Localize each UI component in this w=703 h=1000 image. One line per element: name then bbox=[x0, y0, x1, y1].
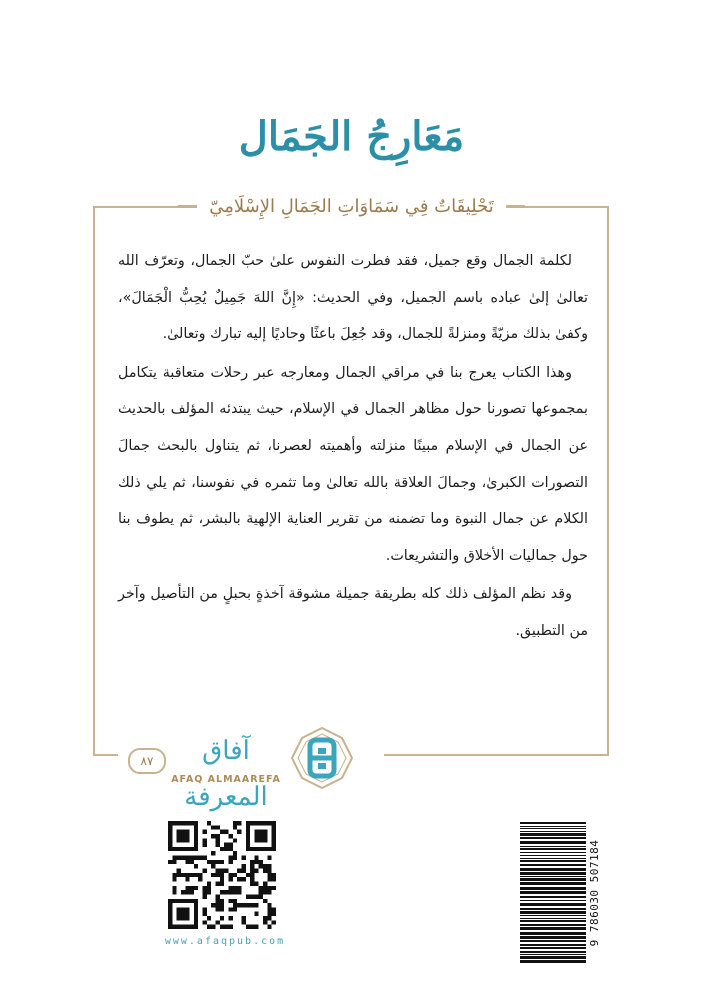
publisher-name-arabic: آفاق المعرفة bbox=[184, 736, 268, 812]
book-subtitle: تَحْلِيقَاتٌ فِي سَمَاوَاتِ الجَمَالِ الإِسْلَامِيّ bbox=[197, 192, 505, 222]
blurb-paragraph-3: وقد نظم المؤلف ذلك كله بطريقة جميلة مشوقة آخذةٍ بحبلٍ من التأصيل وآخر من التطبيق. bbox=[118, 586, 588, 639]
subtitle-band bbox=[0, 192, 703, 222]
blurb-paragraph-2: وهذا الكتاب يعرج بنا في مراقي الجمال ومعارجه عبر رحلات متعاقبة يتكامل بمجموعها تصورنا حول مظاهر الجمال في الإسلام، حيث يبتدئه المؤلف بالحديث عن الجمال في الإسلام مبينًا منزلته وأهميته لعصرنا، ثم يتناول بالبحث جمالَ التصورات الكبرىٰ، وجمالَ العلاقة بالله تعالىٰ وما تثمره في نفوسنا، ثم يلي ذلك الكلام عن جمال النبوة وما تضمنه من تقرير العناية الإلهية بالبشر، ثم يطوف بنا حول جماليات الأخلاق والتشريعات. bbox=[118, 364, 588, 564]
blurb-paragraph-1: لكلمة الجمال وقع جميل، فقد فطرت النفوس علىٰ حبّ الجمال، وتعرّف الله تعالىٰ إلىٰ عباده باسم الجميل، وفي الحديث: «إِنَّ اللهَ جَمِيلٌ يُحِبُّ الْجَمَالَ»، وكفىٰ بذلك مزيّةً ومنزلةً للجمال، وقد جُعِلَ باعثًا وحاديًا إليه تبارك وتعالىٰ. bbox=[118, 253, 588, 343]
series-number-badge: ٨٧ bbox=[128, 748, 166, 774]
isbn-digits: 9 786030 507184 bbox=[588, 839, 601, 947]
back-cover-blurb bbox=[118, 243, 588, 652]
qr-code bbox=[168, 821, 276, 929]
book-title: مَعَارِجُ الجَمَال bbox=[238, 113, 465, 160]
publisher-name-latin: AFAQ ALMAAREFA bbox=[171, 774, 281, 785]
publisher-emblem-icon bbox=[290, 726, 354, 790]
website-url: www.afaqpub.com bbox=[164, 936, 286, 947]
